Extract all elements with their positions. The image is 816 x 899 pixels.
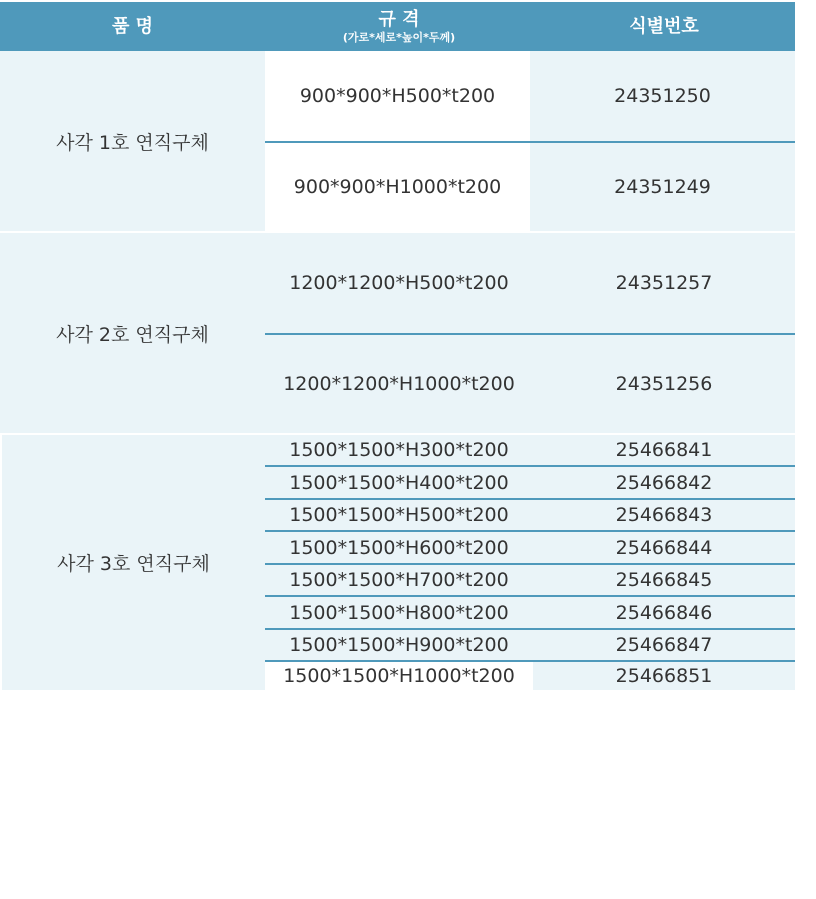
spec-text: 1500*1500*H1000*t200	[283, 665, 515, 687]
id-text: 24351250	[614, 85, 711, 107]
group-3-row-5-id	[533, 565, 795, 595]
group-1-name	[0, 51, 265, 231]
group-3-row-1-spec	[265, 435, 533, 465]
group-3-row-1-id	[533, 435, 795, 465]
group-3-row-4-id	[533, 532, 795, 563]
id-text: 25466844	[615, 536, 713, 559]
group-3-row-7-spec	[265, 630, 533, 660]
spec-text: 900*900*H500*t200	[299, 85, 496, 107]
group-2-row-1-id	[533, 233, 795, 333]
id-text: 25466841	[615, 439, 713, 461]
id-text: 25466847	[615, 634, 713, 656]
group-3-row-8-spec	[265, 662, 533, 690]
spec-text: 1200*1200*H500*t200	[289, 272, 509, 294]
group-3-row-7-id	[533, 630, 795, 660]
header-name-label: 품 명	[111, 15, 154, 37]
group-3-row-2-id	[533, 467, 795, 498]
group-2-name	[0, 233, 265, 433]
spec-text: 1500*1500*H900*t200	[289, 634, 509, 656]
group-3-row-3-id	[533, 500, 795, 530]
group-3-name-text: 사각 3호 연직구체	[57, 553, 210, 575]
header-spec-sublabel: (가로*세로*높이*두께)	[342, 30, 456, 44]
header-id	[533, 2, 795, 51]
id-text: 24351256	[615, 373, 713, 395]
group-1-row-2-id	[530, 143, 795, 231]
header-spec-label: 규 격	[378, 8, 420, 30]
group-1-row-2-spec	[265, 143, 530, 231]
group-3-row-8-id	[533, 662, 795, 690]
group-3-row-6-id	[533, 597, 795, 628]
header-spec	[265, 2, 533, 51]
group-3-row-5-spec	[265, 565, 533, 595]
spec-text: 1500*1500*H600*t200	[289, 536, 509, 559]
spec-text: 1500*1500*H700*t200	[289, 569, 509, 591]
id-text: 25466851	[615, 665, 713, 687]
spec-text: 1500*1500*H400*t200	[289, 471, 509, 494]
group-1-row-1-spec	[265, 51, 530, 141]
id-text: 25466843	[615, 504, 713, 526]
header-name	[0, 2, 265, 51]
id-text: 25466846	[615, 601, 713, 624]
id-text: 25466845	[615, 569, 713, 591]
group-2-name-text: 사각 2호 연직구체	[56, 323, 209, 346]
spec-text: 1500*1500*H500*t200	[289, 504, 509, 526]
group-3-row-2-spec	[265, 467, 533, 498]
group-3-row-6-spec	[265, 597, 533, 628]
group-2-row-2-id	[533, 335, 795, 433]
spec-text: 1500*1500*H800*t200	[289, 601, 509, 624]
group-1-name-text: 사각 1호 연직구체	[56, 131, 209, 154]
spec-text: 1500*1500*H300*t200	[289, 439, 509, 461]
group-3-name	[2, 435, 265, 690]
id-text: 24351257	[615, 272, 713, 294]
header-id-label: 식별번호	[629, 15, 699, 37]
group-3-row-4-spec	[265, 532, 533, 563]
spec-text: 900*900*H1000*t200	[293, 176, 502, 198]
id-text: 24351249	[614, 176, 711, 198]
spec-text: 1200*1200*H1000*t200	[283, 373, 515, 395]
id-text: 25466842	[615, 471, 713, 494]
group-3-row-3-spec	[265, 500, 533, 530]
group-2-row-2-spec	[265, 335, 533, 433]
group-1-row-1-id	[530, 51, 795, 141]
group-2-row-1-spec	[265, 233, 533, 333]
